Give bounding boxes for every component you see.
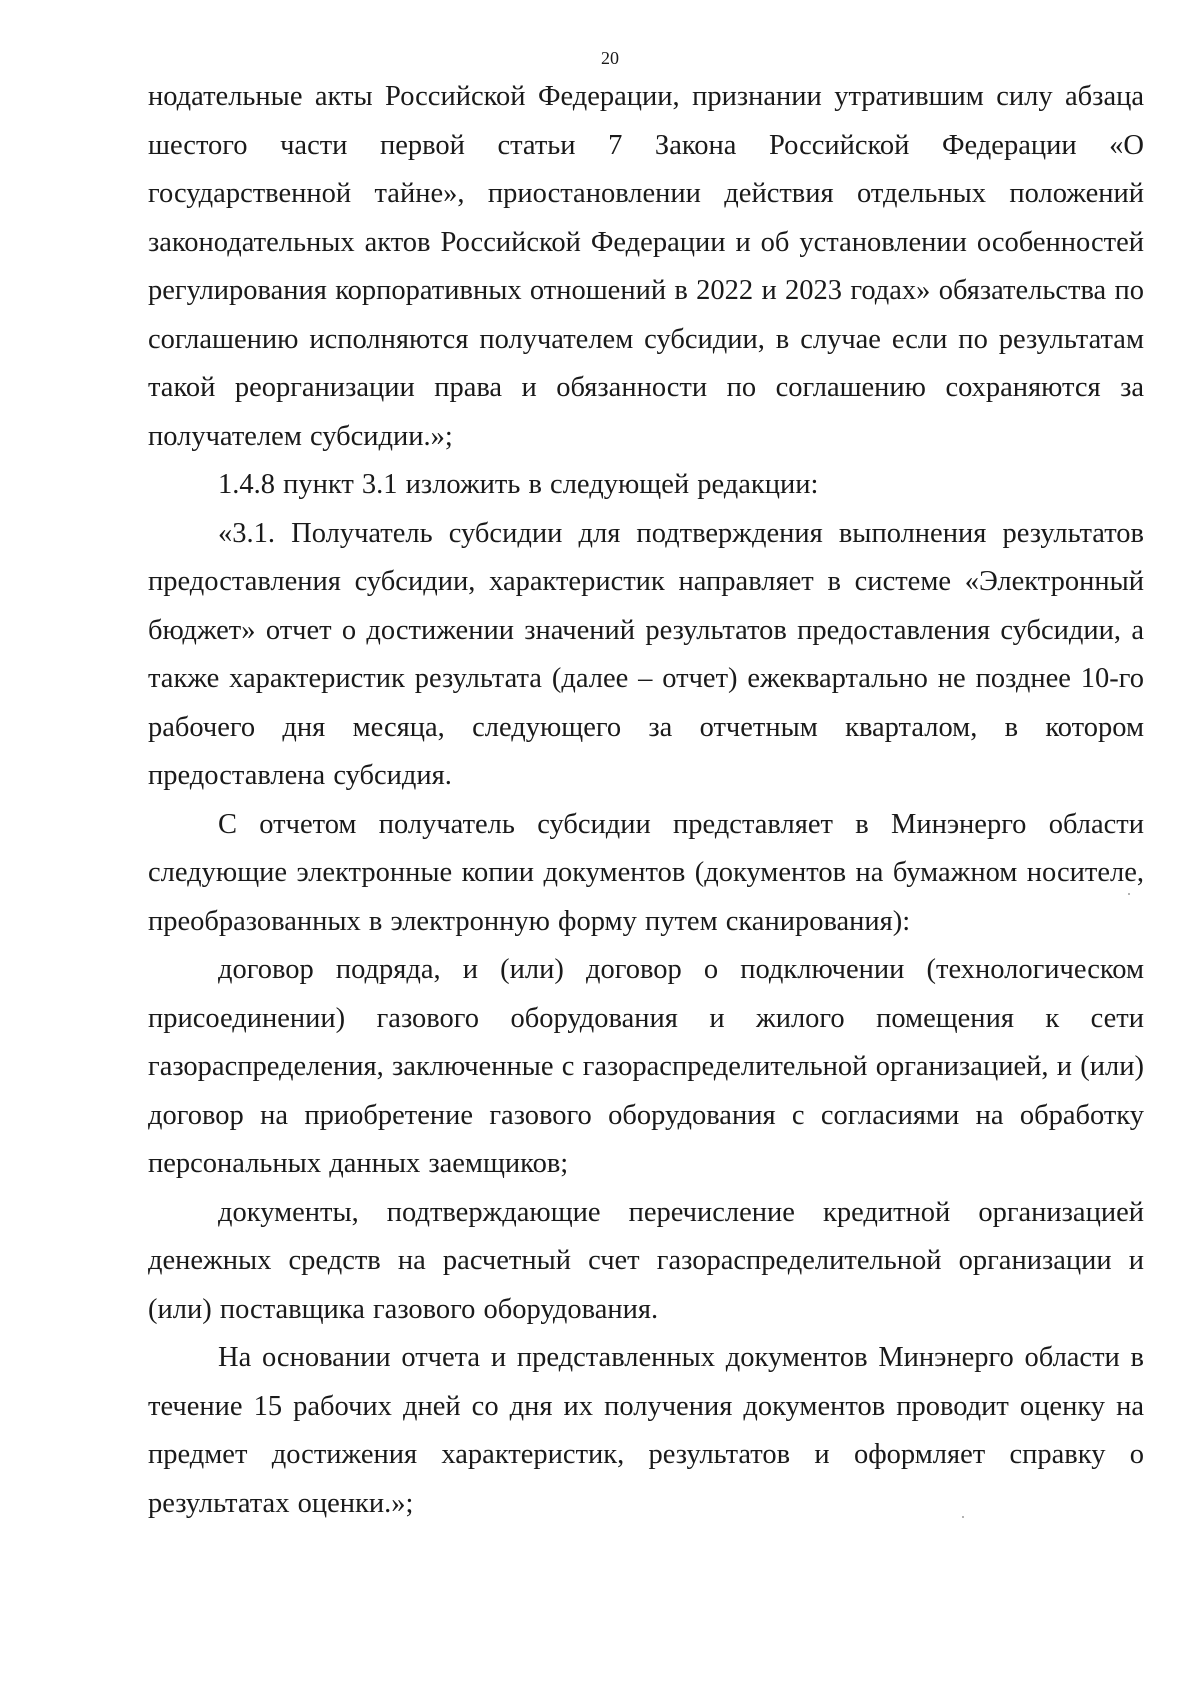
page-number: 20 xyxy=(601,48,619,68)
paragraph: документы, подтверждающие перечисление кредитной организацией денежных средств на расчетный счет газораспределительной организации и (или) поставщика газового оборудования. xyxy=(148,1196,1144,1325)
paragraph: «3.1. Получатель субсидии для подтверждения выполнения результатов предоставления субсидии, характеристик направляет в системе «Электронный бюджет» отчет о достижении значений результатов предоставления субсидии, а также характеристик результата (далее – отчет) ежеквартально не позднее 10-го рабочего дня месяца, следующего за отчетным кварталом, в котором предоставлена субсидия. xyxy=(148,517,1144,791)
scan-speck xyxy=(962,1516,964,1518)
paragraph: На основании отчета и представленных документов Минэнерго области в течение 15 рабочих дней со дня их получения документов проводит оценку на предмет достижения характеристик, результатов и оформляет справку о результатах оценки.»; xyxy=(148,1342,1144,1519)
paragraph: нодательные акты Российской Федерации, признании утратившим силу абзаца шестого части первой статьи 7 Закона Российской Федерации «О государственной тайне», приостановлении действия отдельных положений законодательных актов Российской Федерации и об установлении особенностей регулирования корпоративных отношений в 2022 и 2023 годах» обязательства по соглашению исполняются получателем субсидии, в случае если по результатам такой реорганизации права и обязанности по соглашению сохраняются за получателем субсидии.»; xyxy=(148,81,1144,452)
paragraph: 1.4.8 пункт 3.1 изложить в следующей редакции: xyxy=(218,469,819,500)
document-body xyxy=(148,73,1144,1528)
paragraph: договор подряда, и (или) договор о подключении (технологическом присоединении) газового оборудования и жилого помещения к сети газораспределения, заключенные с газораспределительной организацией, и (или) договор на приобретение газового оборудования с согласиями на обработку персональных данных заемщиков; xyxy=(148,954,1144,1179)
paragraph: С отчетом получатель субсидии представляет в Минэнерго области следующие электронные копии документов (документов на бумажном носителе, преобразованных в электронную форму путем сканирования): xyxy=(148,808,1144,937)
scan-speck xyxy=(1128,893,1130,895)
